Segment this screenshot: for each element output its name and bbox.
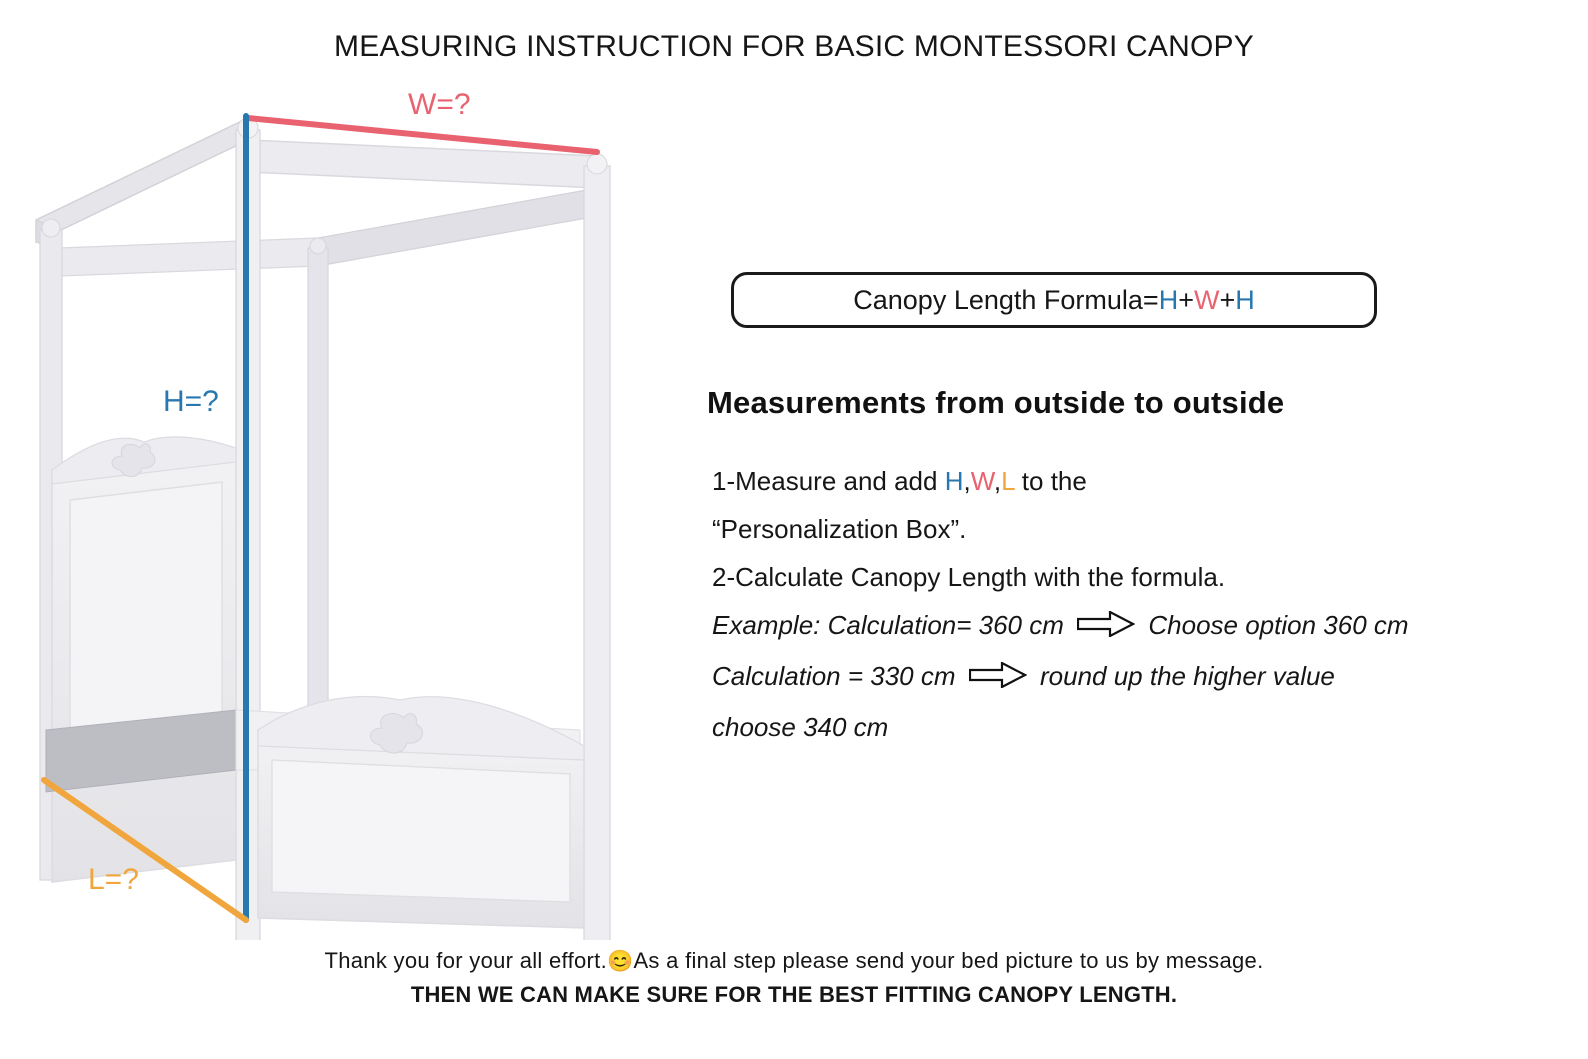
step-1-w: W: [970, 466, 994, 496]
step-1-comma-1: ,: [963, 466, 971, 496]
step-1-line-1: [712, 457, 1512, 505]
formula-plus-1: +: [1178, 284, 1194, 315]
step-1-line-2: “Personalization Box”.: [712, 514, 967, 544]
formula-text: [853, 285, 1254, 316]
example-2-text-b: round up the higher value: [1040, 661, 1335, 691]
right-arrow-outline-icon: [1077, 604, 1135, 652]
example-2-text-a: Calculation = 330 cm: [712, 661, 956, 691]
step-1-l: L: [1001, 466, 1015, 496]
step-1-h: H: [944, 466, 964, 496]
measurements-heading: Measurements from outside to outside: [707, 385, 1285, 420]
instruction-steps: [712, 457, 1512, 751]
step-1-comma-2: ,: [993, 466, 1002, 496]
example-line-3: choose 340 cm: [712, 712, 889, 742]
page-title: MEASURING INSTRUCTION FOR BASIC MONTESSORI CANOPY: [334, 30, 1254, 63]
length-label: L=?: [88, 863, 139, 896]
example-line-2: [712, 652, 1512, 703]
formula-h2: H: [1235, 284, 1255, 315]
footer-line-1: [0, 948, 1588, 974]
formula-plus-2: +: [1219, 284, 1236, 315]
height-label: H=?: [163, 385, 219, 418]
example-1-text-a: Example: Calculation= 360 cm: [712, 610, 1064, 640]
formula-prefix: Canopy Length Formula=: [853, 284, 1159, 315]
formula-h1: H: [1158, 284, 1179, 315]
example-1-text-b: Choose option 360 cm: [1148, 610, 1409, 640]
width-label: W=?: [408, 88, 471, 121]
footer-text-b: As a final step please send your bed picture to us by message.: [633, 948, 1264, 973]
step-1-text-b: to the: [1014, 466, 1087, 496]
step-2-line: 2-Calculate Canopy Length with the formula.: [712, 562, 1226, 592]
right-arrow-outline-icon-2: [969, 655, 1027, 703]
formula-w: W: [1193, 284, 1220, 315]
step-1-text-a: 1-Measure and add: [712, 466, 945, 496]
example-line-1: [712, 601, 1512, 652]
canopy-length-formula-box: [731, 272, 1377, 328]
footer-text-a: Thank you for your all effort.: [324, 948, 607, 973]
bed-frame: [36, 118, 610, 940]
canopy-bed-illustration: [0, 70, 700, 940]
footer-line-2: THEN WE CAN MAKE SURE FOR THE BEST FITTING CANOPY LENGTH.: [410, 982, 1178, 1007]
smiling-face-icon: 😊: [606, 950, 634, 973]
